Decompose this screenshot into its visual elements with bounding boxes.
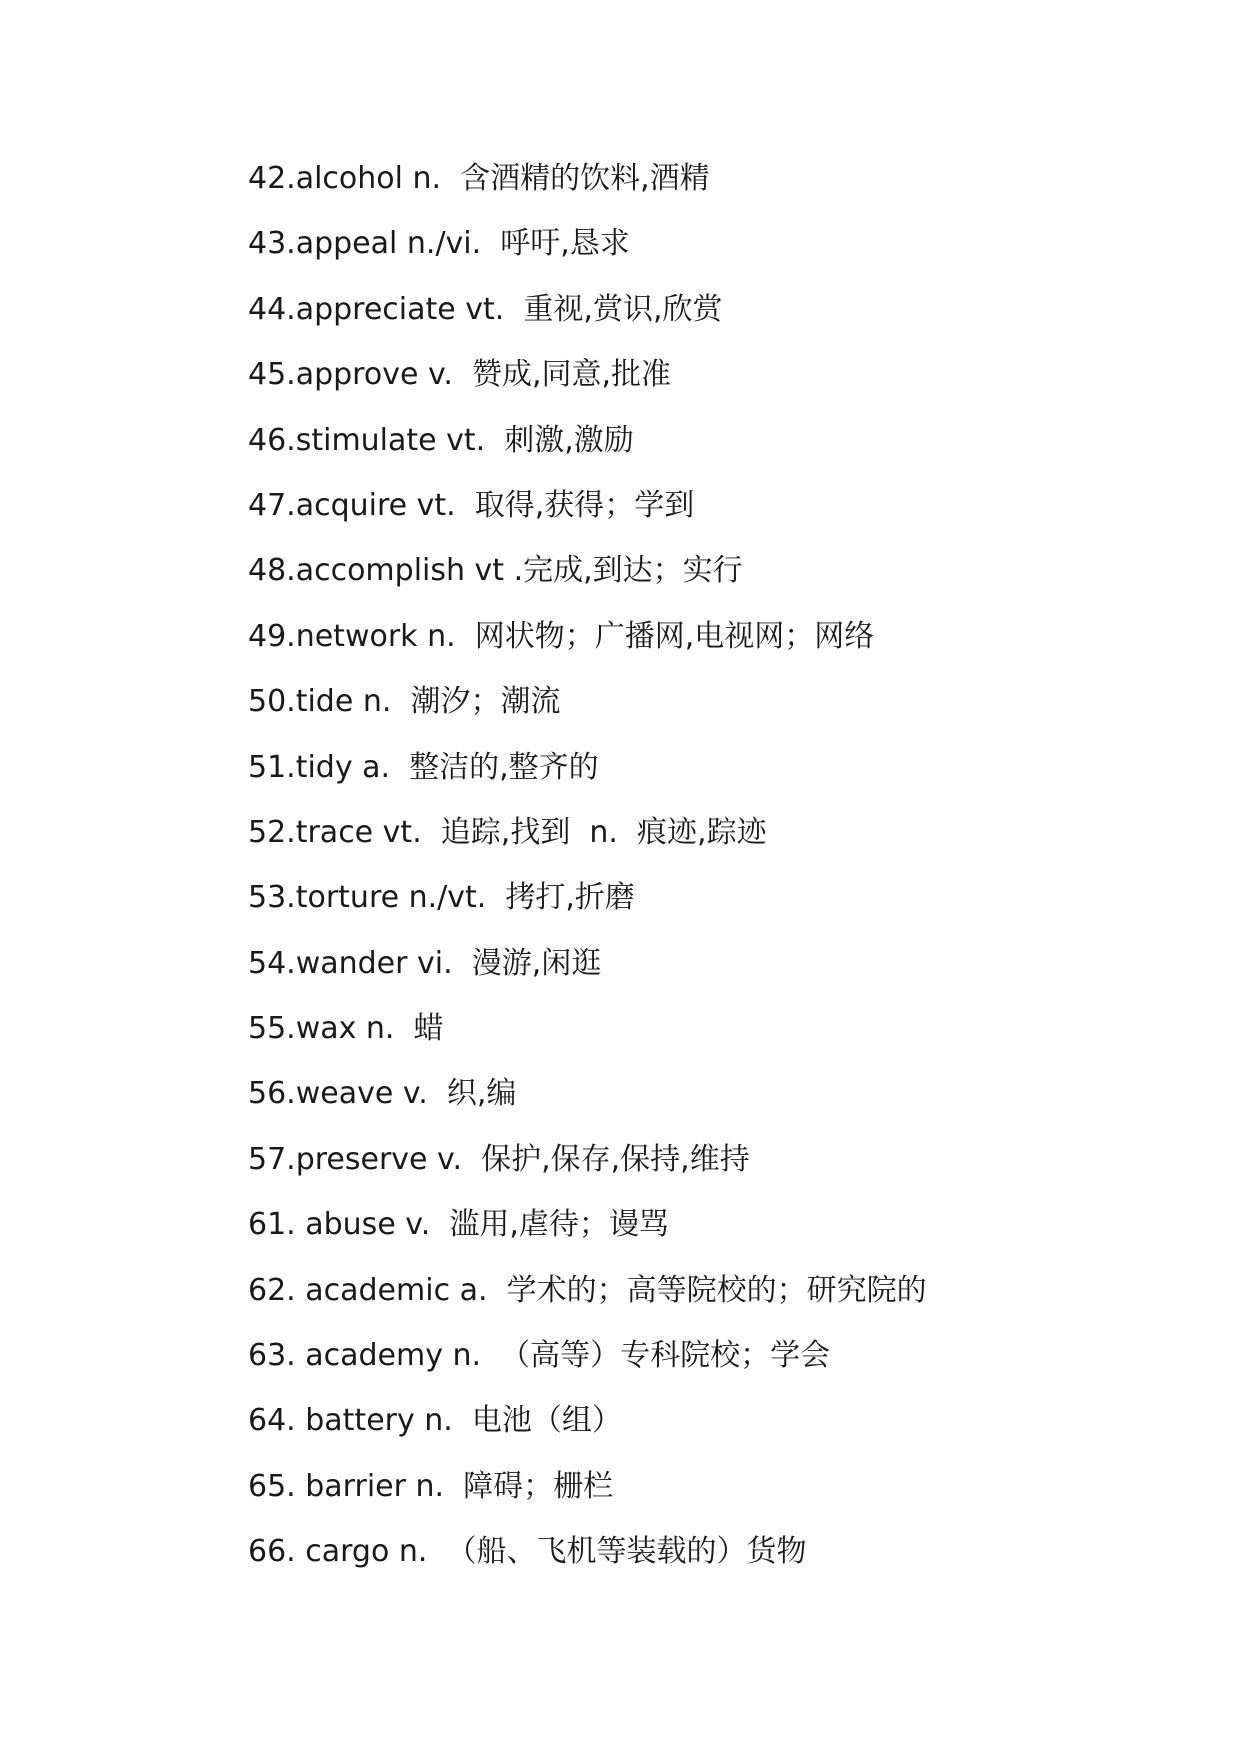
- vocab-entry-46: 46.stimulate vt. 刺激,激励: [248, 422, 634, 458]
- vocab-entry-56: 56.weave v. 织,编: [248, 1076, 517, 1112]
- vocab-entry-48: 48.accomplish vt .完成,到达；实行: [248, 553, 743, 589]
- vocab-entry-62: 62. academic a. 学术的；高等院校的；研究院的: [248, 1272, 927, 1308]
- vocab-entry-65: 65. barrier n. 障碍；栅栏: [248, 1468, 614, 1504]
- vocab-entry-52: 52.trace vt. 追踪,找到 n. 痕迹,踪迹: [248, 814, 767, 850]
- vocab-entry-42: 42.alcohol n. 含酒精的饮料,酒精: [248, 161, 710, 196]
- vocab-entry-55: 55.wax n. 蜡: [248, 1011, 444, 1047]
- vocab-entry-50: 50.tide n. 潮汐；潮流: [248, 684, 561, 720]
- vocab-entry-61: 61. abuse v. 滥用,虐待；谩骂: [248, 1207, 669, 1243]
- vocab-entry-45: 45.approve v. 赞成,同意,批准: [248, 357, 672, 393]
- vocabulary-list: [248, 160, 927, 1599]
- vocab-entry-49: 49.network n. 网状物；广播网,电视网；网络: [248, 618, 875, 654]
- vocab-entry-63: 63. academy n. （高等）专科院校；学会: [248, 1338, 831, 1374]
- vocab-entry-44: 44.appreciate vt. 重视,赏识,欣赏: [248, 291, 723, 327]
- vocab-entry-64: 64. battery n. 电池（组）: [248, 1403, 622, 1439]
- vocab-entry-54: 54.wander vi. 漫游,闲逛: [248, 945, 602, 981]
- vocab-entry-47: 47.acquire vt. 取得,获得；学到: [248, 487, 695, 523]
- vocab-entry-57: 57.preserve v. 保护,保存,保持,维持: [248, 1141, 750, 1177]
- vocab-entry-66: 66. cargo n. （船、飞机等装载的）货物: [248, 1534, 807, 1570]
- vocab-entry-53: 53.torture n./vt. 拷打,折磨: [248, 880, 635, 916]
- vocab-entry-43: 43.appeal n./vi. 呼吁,恳求: [248, 226, 630, 262]
- vocab-entry-51: 51.tidy a. 整洁的,整齐的: [248, 749, 599, 785]
